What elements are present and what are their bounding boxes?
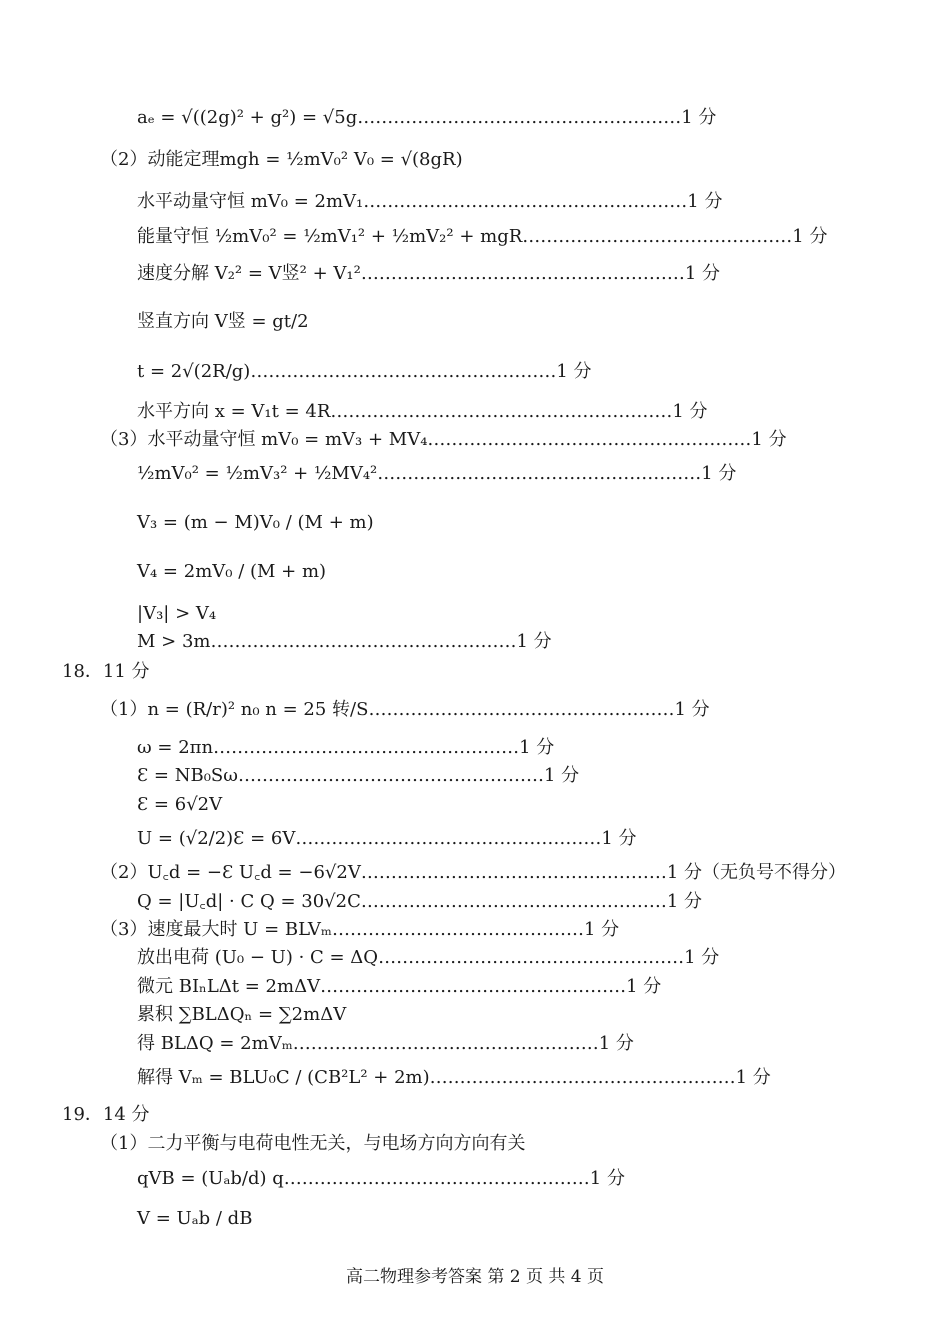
answer-line-time: t = 2√(2R/g)……………………………………………1 分 [137, 361, 592, 382]
answer-line-kinetic-theorem: （2）动能定理mgh = ½mV₀² V₀ = √(8gR) [100, 149, 463, 170]
answer-line-result: 得 BLΔQ = 2mVₘ……………………………………………1 分 [137, 1033, 634, 1054]
answer-line-emf-value: Ɛ = 6√2V [137, 794, 223, 815]
answer-line-u: U = (√2/2)Ɛ = 6V……………………………………………1 分 [137, 828, 637, 849]
answer-line-element: 微元 BIₙLΔt = 2mΔV……………………………………………1 分 [137, 976, 662, 997]
answer-line-energy: 能量守恒 ½mV₀² = ½mV₁² + ½mV₂² + mgR………………………………………1 分 [137, 226, 828, 247]
answer-line-max-speed: （3）速度最大时 U = BLVₘ……………………………………1 分 [100, 919, 620, 940]
answer-line-solve: 解得 Vₘ = BLU₀C / (CB²L² + 2m)……………………………………………1 分 [137, 1067, 771, 1088]
answer-line-v4: V₄ = 2mV₀ / (M + m) [137, 561, 327, 582]
answer-line-momentum-3: （3）水平动量守恒 mV₀ = mV₃ + MV₄………………………………………………1 分 [100, 429, 787, 450]
answer-line-ucd: （2）U꜀d = −Ɛ U꜀d = −6√2V……………………………………………1 分（无负号不得分） [100, 862, 846, 883]
answer-line-v3: V₃ = (m − M)V₀ / (M + m) [137, 512, 374, 533]
answer-line-inequality-v: |V₃| > V₄ [137, 603, 217, 624]
answer-line-released-charge: 放出电荷 (U₀ − U) · C = ΔQ……………………………………………1 分 [137, 947, 720, 968]
answer-line-horizontal: 水平方向 x = V₁t = 4R…………………………………………………1 分 [137, 401, 708, 422]
question-18-heading: 18．11 分 [62, 661, 150, 682]
answer-line-momentum: 水平动量守恒 mV₀ = 2mV₁………………………………………………1 分 [137, 191, 723, 212]
answer-line-qvb: qVB = (Uₐb/d) q……………………………………………1 分 [137, 1168, 625, 1189]
answer-line-v: V = Uₐb / dB [137, 1208, 253, 1229]
answer-line-balance: （1）二力平衡与电荷电性无关，与电场方向方向有关 [100, 1133, 526, 1154]
answer-line-mass-condition: M > 3m……………………………………………1 分 [137, 631, 552, 652]
answer-line-vertical: 竖直方向 V竖 = gt/2 [137, 311, 309, 332]
answer-line-ac: aₑ = √((2g)² + g²) = √5g………………………………………………1 分 [137, 107, 717, 128]
page-footer: 高二物理参考答案 第 2 页 共 4 页 [345, 1267, 605, 1287]
answer-line-rpm: （1）n = (R/r)² n₀ n = 25 转/S……………………………………………1 分 [100, 699, 710, 720]
answer-line-energy-3: ½mV₀² = ½mV₃² + ½MV₄²………………………………………………1 分 [137, 463, 737, 484]
question-19-heading: 19．14 分 [62, 1104, 150, 1125]
answer-line-omega: ω = 2πn……………………………………………1 分 [137, 737, 555, 758]
answer-line-charge: Q = |U꜀d| · C Q = 30√2C……………………………………………1 分 [137, 891, 703, 912]
answer-line-emf: Ɛ = NB₀Sω……………………………………………1 分 [137, 765, 580, 786]
answer-line-accumulate: 累积 ∑BLΔQₙ = ∑2mΔV [137, 1004, 347, 1025]
answer-line-velocity-decomp: 速度分解 V₂² = V竖² + V₁²………………………………………………1 分 [137, 263, 721, 284]
